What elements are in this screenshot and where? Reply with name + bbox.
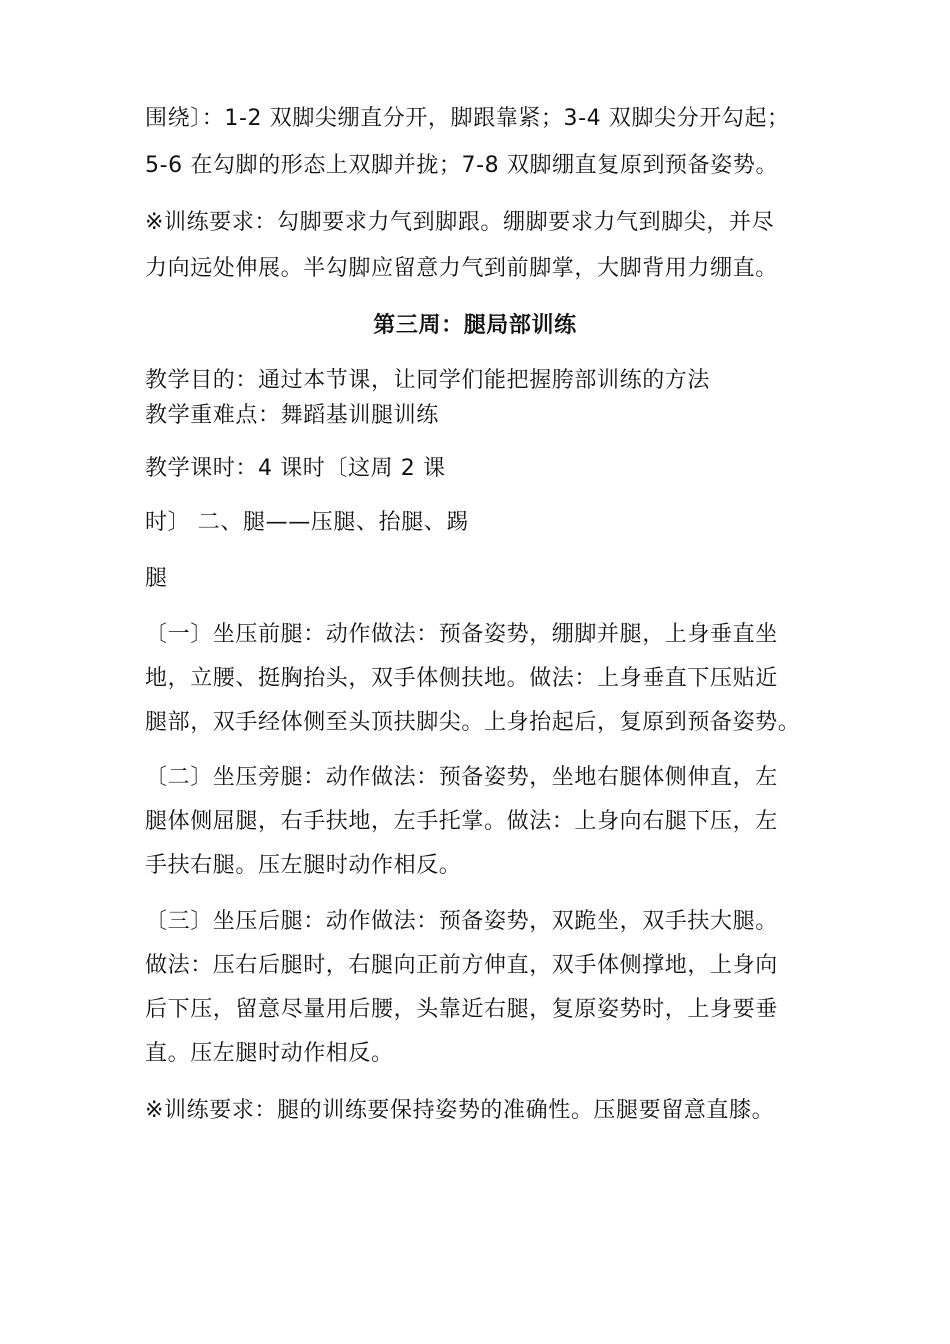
text-line: 腿部，双手经体侧至头顶扶脚尖。上身抬起后，复原到预备姿势。 (145, 710, 801, 735)
text-line: 教学重难点：舞蹈基训腿训练 (145, 403, 439, 428)
text-line: 后下压，留意尽量用后腰，头靠近右腿，复原姿势时，上身要垂 (145, 997, 778, 1022)
text-line: 〔三〕坐压后腿：动作做法：预备姿势，双跪坐，双手扶大腿。 (145, 909, 778, 934)
text-line: 手扶右腿。压左腿时动作相反。 (145, 853, 462, 878)
text-line: 围绕〕：1-2 双脚尖绷直分开，脚跟靠紧；3-4 双脚尖分开勾起； (145, 106, 790, 131)
text-line: 腿 (145, 566, 168, 591)
text-line: 教学目的：通过本节课，让同学们能把握胯部训练的方法 (145, 368, 711, 393)
section-heading: 第三周：腿局部训练 (373, 313, 577, 338)
text-line: 力向远处伸展。半勾脚应留意力气到前脚掌，大脚背用力绷直。 (145, 256, 778, 281)
text-line: 地，立腰、挺胸抬头，双手体侧扶地。做法：上身垂直下压贴近 (145, 666, 778, 691)
text-line: 腿体侧屈腿，右手扶地，左手托掌。做法：上身向右腿下压，左 (145, 809, 778, 834)
text-line: 直。压左腿时动作相反。 (145, 1041, 394, 1066)
text-line: 5-6 在勾脚的形态上双脚并拢；7-8 双脚绷直复原到预备姿势。 (145, 153, 779, 178)
text-line: ※训练要求：勾脚要求力气到脚跟。绷脚要求力气到脚尖，并尽 (145, 210, 775, 235)
text-line: 做法：压右后腿时，右腿向正前方伸直，双手体侧撑地，上身向 (145, 953, 778, 978)
text-line: 〔一〕坐压前腿：动作做法：预备姿势，绷脚并腿，上身垂直坐 (145, 622, 778, 647)
text-line: ※训练要求：腿的训练要保持姿势的准确性。压腿要留意直膝。 (145, 1098, 775, 1123)
text-line: 教学课时：4 课时〔这周 2 课 (145, 456, 446, 481)
text-line: 〔二〕坐压旁腿：动作做法：预备姿势，坐地右腿体侧伸直，左 (145, 765, 778, 790)
text-line: 时〕 二、腿——压腿、抬腿、踢 (145, 510, 469, 535)
